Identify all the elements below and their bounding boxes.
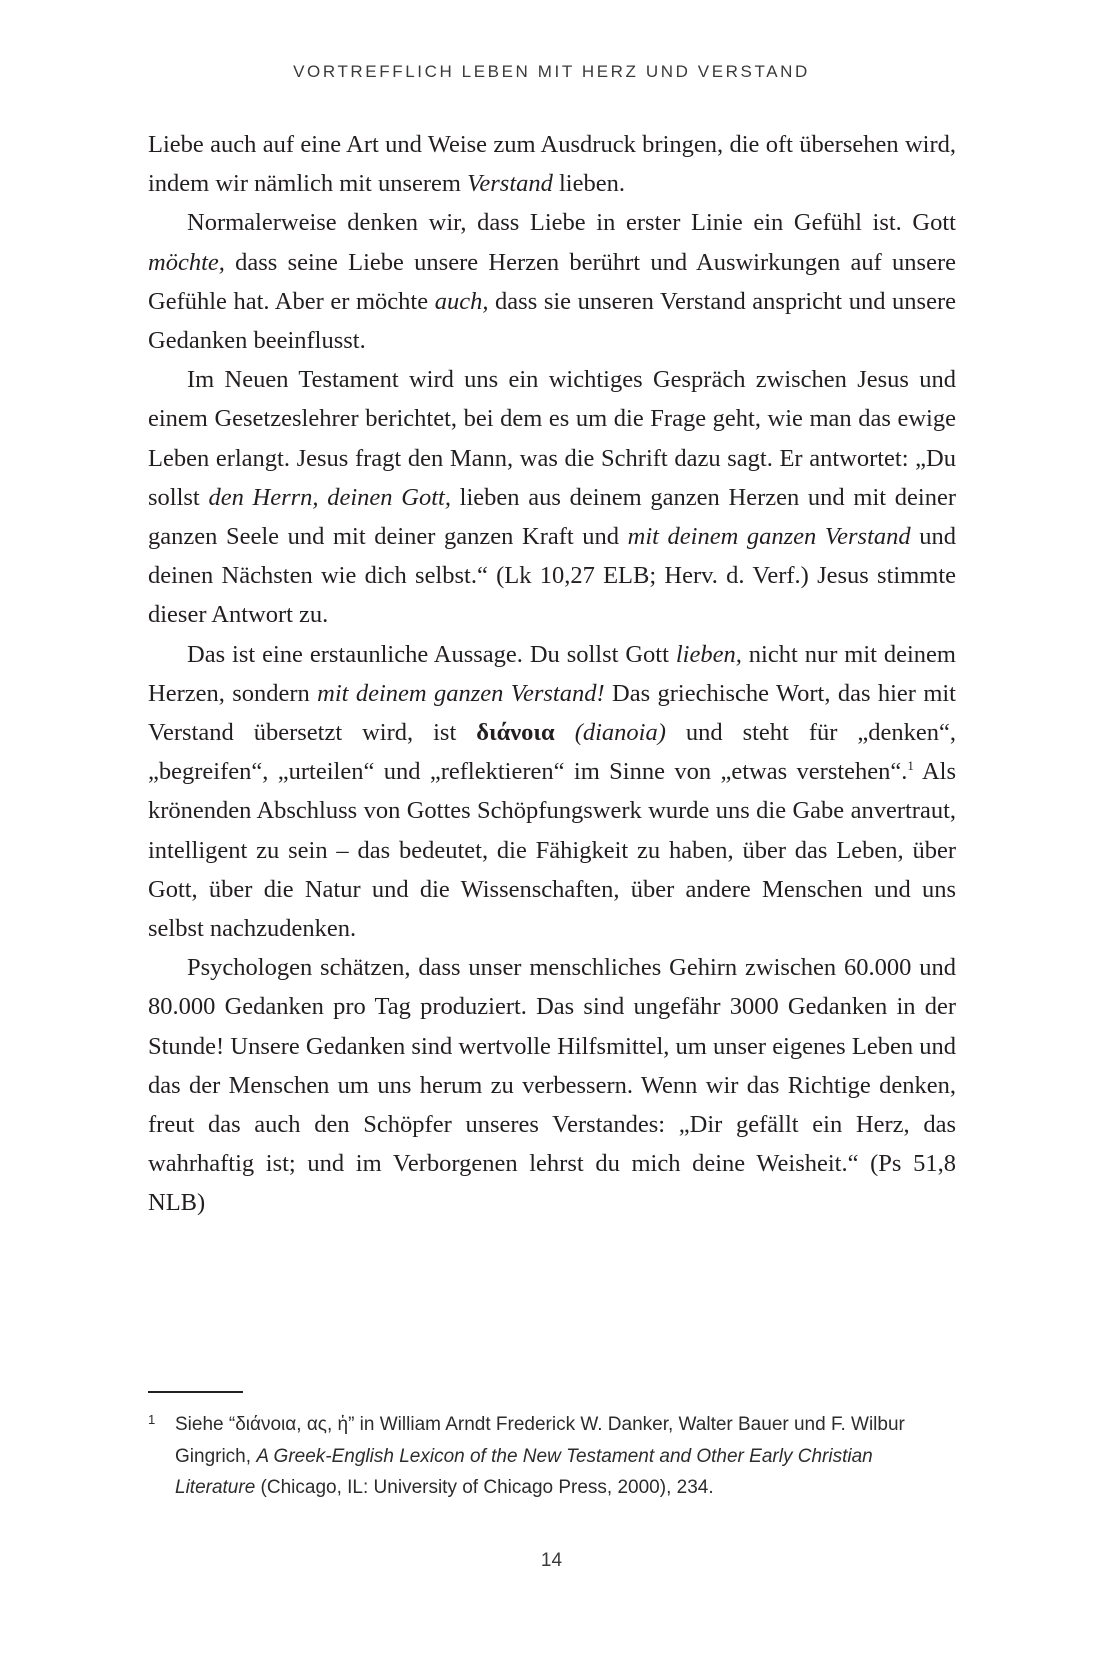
text-run: Liebe auch auf eine Art und Weise zum Ausdruck bringen, die oft übersehen wird, indem wir nämlich mit unserem xyxy=(148,131,956,198)
text-run: dass seine Liebe unsere Herzen berührt und Auswirkungen auf unsere Gefühle hat. Aber er möchte xyxy=(148,248,956,315)
body-text xyxy=(148,125,956,1223)
text-run: lieben aus deinem ganzen Herzen und mit deiner ganzen Seele und mit deiner ganzen Kraft und xyxy=(148,483,956,551)
running-head: VORTREFFLICH LEBEN MIT HERZ UND VERSTAND xyxy=(293,62,810,81)
footnote-reference: 1 xyxy=(907,758,914,774)
text-run: Siehe “διάνοια, ας, ἡ” in William Arndt Frederick W. Danker, Walter Bauer und F. Wilbur Gingrich, xyxy=(175,1414,905,1467)
page-number: 14 xyxy=(540,1550,563,1571)
paragraph xyxy=(148,948,956,1222)
emphasis-text: lieben, xyxy=(675,640,742,668)
emphasis-text: mit deinem ganzen Verstand! xyxy=(317,679,605,707)
footnote-number: 1 xyxy=(148,1412,156,1427)
footnote xyxy=(148,1409,948,1504)
greek-term: διάνοια xyxy=(476,719,555,747)
text-run: Das griechische Wort, das hier mit Verstand übersetzt wird, ist xyxy=(148,679,956,747)
paragraph xyxy=(148,360,956,634)
emphasis-text: mit deinem ganzen Verstand xyxy=(627,523,911,551)
emphasis-text: Verstand xyxy=(467,170,553,198)
paragraph xyxy=(148,203,956,360)
text-run: Psychologen schätzen, dass unser menschliches Gehirn zwischen 60.000 und 80.000 Gedanken pro Tag produziert. Das sind ungefähr 3000 Gedanken in der Stunde! Unsere Gedanken sind wertvolle Hilfsmittel, um unser eigenes Leben und das der Menschen um uns herum zu verbessern. Wenn wir das Richtige denken, freut das auch den Schöpfer unseres Verstandes: „Dir gefällt ein Herz, das wahrhaftig ist; und im Verborgenen lehrst du mich deine Weisheit.“ (Ps 51,8 NLB) xyxy=(148,954,956,1217)
text-run: Normalerweise denken wir, dass Liebe in erster Linie ein Gefühl ist. Gott xyxy=(187,209,956,237)
text-run: lieben. xyxy=(552,170,625,198)
emphasis-text: (dianoia) xyxy=(574,719,666,747)
text-run: und steht für „denken“, „begreifen“, „urteilen“ und „reflektieren“ im Sinne von „etwas verstehen“. xyxy=(148,719,956,786)
text-run: (Chicago, IL: University of Chicago Press, 2000), 234. xyxy=(255,1477,714,1498)
text-run xyxy=(555,719,575,746)
footnote-text xyxy=(175,1409,948,1504)
footnote-rule xyxy=(148,1391,243,1393)
text-run: nicht nur mit deinem Herzen, sondern xyxy=(148,640,956,707)
emphasis-text: den Herrn, deinen Gott, xyxy=(208,483,451,511)
text-run: und deinen Nächsten wie dich selbst.“ (Lk 10,27 ELB; Herv. d. Verf.) Jesus stimmte dieser Antwort zu. xyxy=(148,523,956,629)
text-run: Als krönenden Abschluss von Gottes Schöpfungswerk wurde uns die Gabe anvertraut, intelligent zu sein – das bedeutet, die Fähigkeit zu haben, über das Leben, über Gott, über die Natur und die Wissenschaften, über andere Menschen und uns selbst nachzudenken. xyxy=(148,758,956,943)
paragraph xyxy=(148,125,956,203)
emphasis-text: möchte, xyxy=(148,248,225,276)
emphasis-text: auch, xyxy=(434,287,489,315)
emphasis-text: A Greek-English Lexicon of the New Testament and Other Early Christian Literature xyxy=(175,1445,873,1498)
text-run: Das ist eine erstaunliche Aussage. Du sollst Gott xyxy=(187,640,676,668)
text-run: dass sie unseren Verstand anspricht und unsere Gedanken beeinflusst. xyxy=(148,287,956,355)
paragraph xyxy=(148,635,956,949)
text-run: Im Neuen Testament wird uns ein wichtiges Gespräch zwischen Jesus und einem Gesetzeslehrer berichtet, bei dem es um die Frage geht, wie man das ewige Leben erlangt. Jesus fragt den Mann, was die Schrift dazu sagt. Er antwortet: „Du sollst xyxy=(148,366,956,511)
